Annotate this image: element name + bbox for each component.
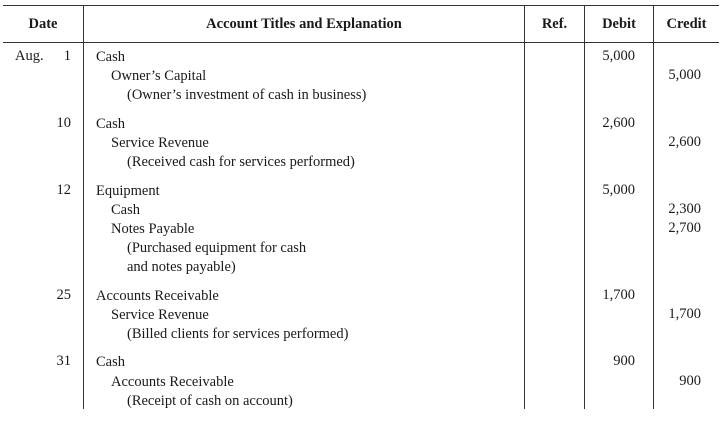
- credit-account: Cash: [111, 202, 140, 218]
- debit-amount: 900: [613, 353, 635, 369]
- header-debit: Debit: [602, 16, 636, 32]
- ref-column-rule: [524, 5, 525, 409]
- general-journal: [3, 5, 719, 409]
- debit-account: Accounts Receivable: [96, 288, 219, 304]
- entry-explanation: (Receipt of cash on account): [127, 393, 293, 409]
- debit-amount: 5,000: [602, 48, 635, 64]
- entry-day: 31: [56, 353, 71, 369]
- debit-amount: 2,600: [602, 115, 635, 131]
- debit-amount: 5,000: [602, 182, 635, 198]
- entry-day: 1: [63, 48, 71, 64]
- header-account-titles: Account Titles and Explanation: [206, 16, 402, 32]
- debit-column-rule: [584, 5, 585, 409]
- debit-account: Cash: [96, 49, 125, 65]
- credit-amount: 1,700: [668, 306, 701, 322]
- date-column-rule: [83, 5, 84, 409]
- header-ref: Ref.: [541, 16, 568, 32]
- entry-day: 12: [56, 182, 71, 198]
- debit-account: Cash: [96, 116, 125, 132]
- credit-amount: 2,700: [668, 220, 701, 236]
- credit-amount: 2,600: [668, 134, 701, 150]
- header-top-rule: [3, 5, 719, 6]
- entry-day: 10: [56, 115, 71, 131]
- entry-explanation: (Billed clients for services performed): [127, 326, 349, 342]
- debit-account: Equipment: [96, 183, 160, 199]
- entry-day: 25: [56, 287, 71, 303]
- credit-amount: 5,000: [668, 67, 701, 83]
- header-credit: Credit: [666, 16, 707, 32]
- entry-month: Aug.: [15, 48, 44, 64]
- credit-account: Service Revenue: [111, 135, 209, 151]
- header-date: Date: [28, 16, 58, 32]
- credit-account: Service Revenue: [111, 307, 209, 323]
- credit-amount: 900: [679, 373, 701, 389]
- credit-amount: 2,300: [668, 201, 701, 217]
- entry-explanation: (Owner’s investment of cash in business): [127, 87, 367, 103]
- entry-explanation-cont: and notes payable): [127, 259, 236, 275]
- header-bottom-rule: [3, 42, 719, 43]
- credit-account: Owner’s Capital: [111, 68, 207, 84]
- debit-account: Cash: [96, 354, 125, 370]
- entry-explanation: (Purchased equipment for cash: [127, 240, 307, 256]
- credit-account: Accounts Receivable: [111, 374, 234, 390]
- entry-explanation: (Received cash for services performed): [127, 154, 355, 170]
- credit-account: Notes Payable: [111, 221, 195, 237]
- credit-column-rule: [653, 5, 654, 409]
- debit-amount: 1,700: [602, 287, 635, 303]
